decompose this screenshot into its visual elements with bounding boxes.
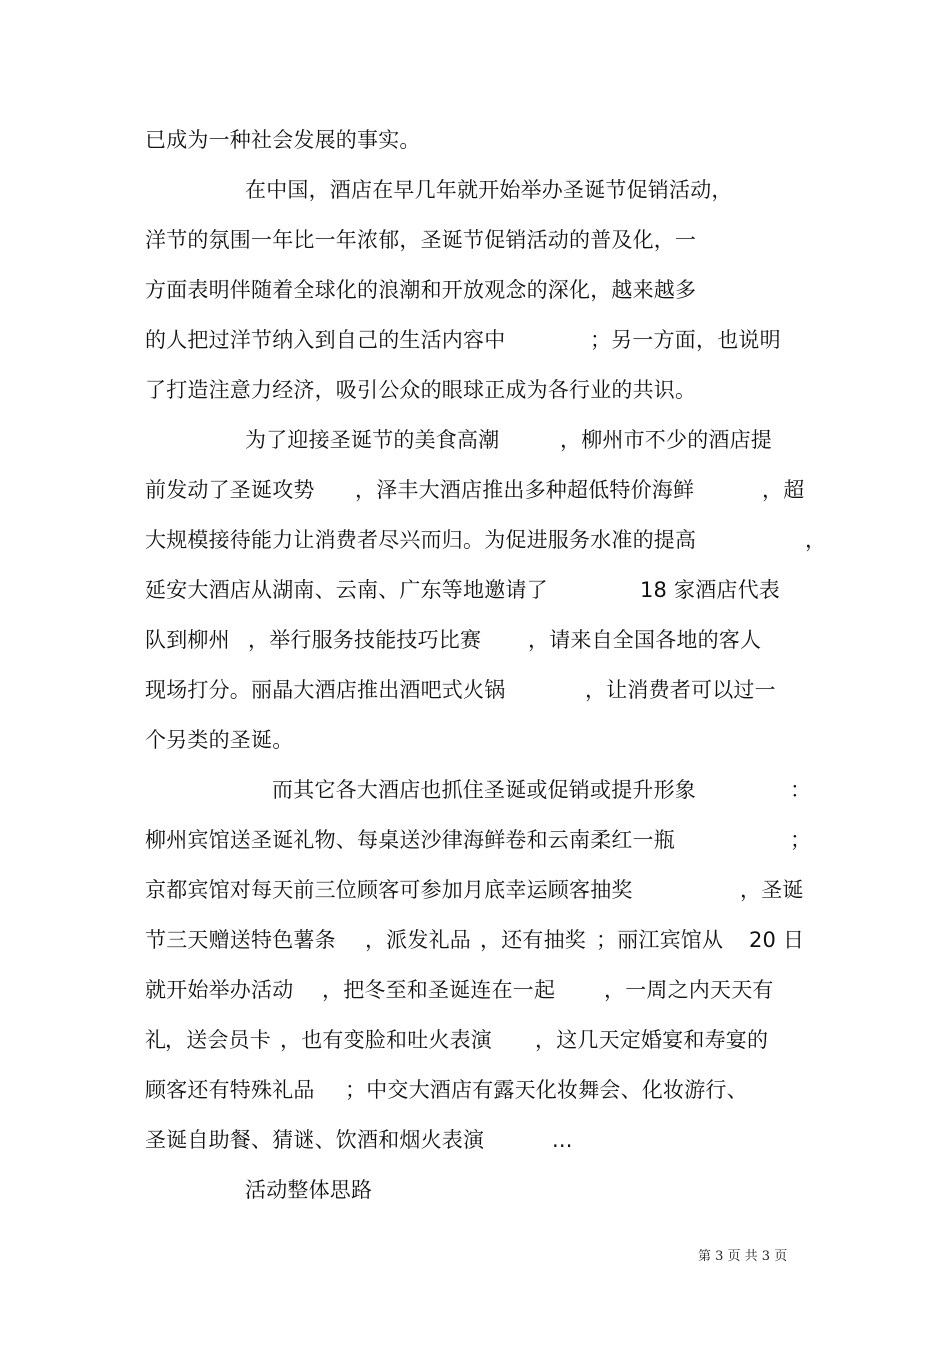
text-segment: 在中国，酒店在早几年就开始举办圣诞节促销活动，	[245, 178, 733, 202]
text-segment: 顾客还有特殊礼品	[145, 1078, 315, 1102]
page-footer: 第 3 页 共 3 页	[698, 1249, 788, 1264]
text-segment: 延安大酒店从湖南、云南、广东等地邀请了	[145, 578, 548, 602]
text-line-12	[0, 674, 776, 706]
text-segment: ；中交大酒店有露天化妆舞会、化妆游行、	[345, 1078, 748, 1102]
text-segment: ，一周之内天天有	[604, 978, 774, 1002]
text-segment: 为了迎接圣诞节的美食高潮	[245, 428, 500, 452]
text-line-1	[0, 124, 421, 156]
text-segment: ，让消费者可以过一	[585, 678, 776, 702]
text-line-14	[0, 774, 812, 806]
text-line-19	[0, 1024, 769, 1056]
text-segment: 的人把过洋节纳入到自己的生活内容中	[145, 328, 506, 352]
text-segment: ：	[790, 778, 812, 802]
text-segment: ，也有变脸和吐火表演	[280, 1028, 492, 1052]
text-line-8	[0, 474, 805, 506]
text-segment: 大规模接待能力让消费者尽兴而归。为促进服务水准的提高	[145, 528, 697, 552]
text-line-6	[0, 374, 697, 406]
text-line-5	[0, 324, 781, 356]
text-segment: ；另一方面，也说明	[590, 328, 781, 352]
text-segment: 队到柳州	[145, 628, 230, 652]
text-line-13	[0, 724, 294, 756]
text-line-7	[0, 424, 772, 456]
text-line-4	[0, 274, 697, 306]
text-segment: ，圣诞	[740, 878, 804, 902]
text-segment: 已成为一种社会发展的事实。	[145, 128, 421, 152]
text-segment: 活动整体思路	[245, 1178, 373, 1202]
text-segment: ，派发礼品	[365, 928, 471, 952]
text-segment: ，这几天定婚宴和寿宴的	[535, 1028, 769, 1052]
text-segment: 现场打分。丽晶大酒店推出酒吧式火锅	[145, 678, 506, 702]
text-segment: 了打造注意力经济，吸引公众的眼球正成为各行业的共识。	[145, 378, 697, 402]
text-line-21	[0, 1124, 573, 1156]
text-line-10	[0, 574, 780, 606]
text-segment: 洋节的氛围一年比一年浓郁，圣诞节促销活动的普及化，一	[145, 228, 697, 252]
text-line-17	[0, 924, 805, 956]
text-segment: ；丽江宾馆从	[596, 928, 724, 952]
text-line-11	[0, 624, 762, 656]
text-segment: 18 家酒店代表	[640, 578, 780, 602]
text-segment: 礼	[145, 1028, 167, 1052]
text-segment: ，泽丰大酒店推出多种超低特价海鲜	[355, 478, 695, 502]
text-segment: ，举行服务技能技巧比赛	[248, 628, 482, 652]
text-segment: 圣诞自助餐、猜谜、饮酒和烟火表演	[145, 1128, 485, 1152]
text-segment: 柳州宾馆送圣诞礼物、每桌送沙律海鲜卷和云南柔红一瓶	[145, 828, 675, 852]
text-segment: ；	[790, 828, 812, 852]
text-line-3	[0, 224, 697, 256]
text-segment: 方面表明伴随着全球化的浪潮和开放观念的深化，越来越多	[145, 278, 697, 302]
text-segment: 京都宾馆对每天前三位顾客可参加月底幸运顾客抽奖	[145, 878, 633, 902]
text-segment: 前发动了圣诞攻势	[145, 478, 315, 502]
text-line-15	[0, 824, 812, 856]
text-segment: ，把冬至和圣诞连在一起	[322, 978, 556, 1002]
text-segment: ，还有抽奖	[480, 928, 586, 952]
text-segment: ...	[552, 1128, 573, 1152]
text-segment: 而其它各大酒店也抓住圣诞或促销或提升形象	[272, 778, 696, 802]
text-line-9	[0, 524, 827, 556]
text-segment: ，柳州市不少的酒店提	[560, 428, 772, 452]
text-line-20	[0, 1074, 748, 1106]
text-segment: ，请来自全国各地的客人	[528, 628, 762, 652]
text-segment: 个另类的圣诞。	[145, 728, 294, 752]
text-line-18	[0, 974, 774, 1006]
section-heading	[0, 1174, 373, 1206]
text-line-2	[0, 174, 733, 206]
text-segment: 20 日	[749, 928, 805, 952]
text-segment: ，	[805, 528, 827, 552]
text-segment: 节三天赠送特色薯条	[145, 928, 336, 952]
text-segment: ，送会员卡	[165, 1028, 271, 1052]
text-segment: 就开始举办活动	[145, 978, 294, 1002]
text-line-16	[0, 874, 804, 906]
text-segment: ，超	[762, 478, 805, 502]
